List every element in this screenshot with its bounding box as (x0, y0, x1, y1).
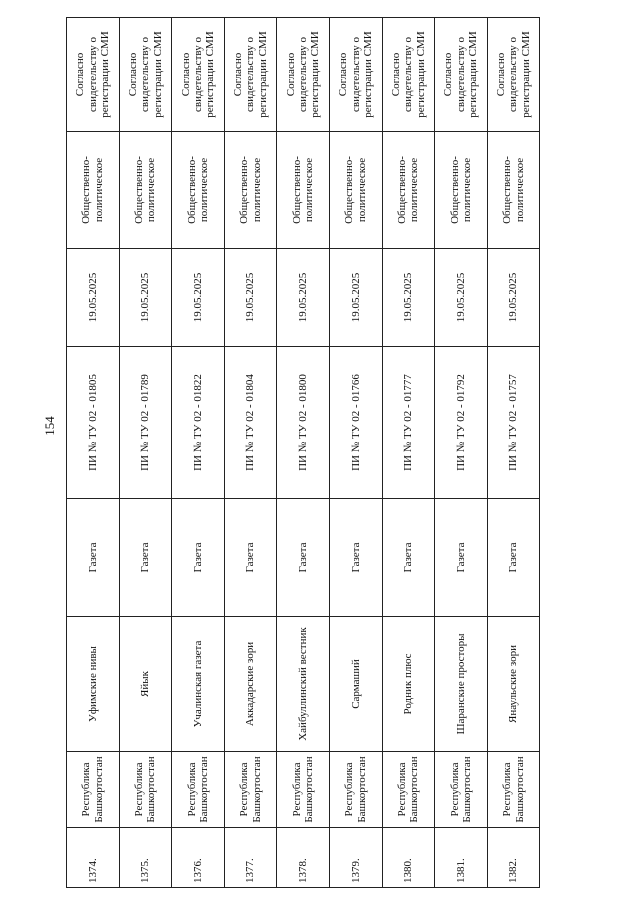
date-cell: 19.05.2025 (224, 249, 277, 347)
media-type-cell: Газета (224, 499, 277, 617)
registration-number-cell: ПИ № ТУ 02 - 01822 (172, 347, 225, 499)
media-type-cell: Газета (67, 499, 120, 617)
registration-number-cell: ПИ № ТУ 02 - 01789 (119, 347, 172, 499)
table-row (172, 18, 225, 888)
region-cell: Республика Башкортостан (224, 752, 277, 828)
registration-number-cell: ПИ № ТУ 02 - 01766 (329, 347, 382, 499)
row-number: 1377. (224, 828, 277, 888)
media-type-cell: Газета (382, 499, 435, 617)
note-cell: Согласно свидетельству о регистрации СМИ (487, 18, 540, 132)
note-cell: Согласно свидетельству о регистрации СМИ (172, 18, 225, 132)
registration-number-cell: ПИ № ТУ 02 - 01777 (382, 347, 435, 499)
region-cell: Республика Башкортостан (382, 752, 435, 828)
media-name-cell: Сармаший (329, 617, 382, 752)
region-cell: Республика Башкортостан (119, 752, 172, 828)
media-name-cell: Учалинская газета (172, 617, 225, 752)
subject-cell: Общественно-политическое (224, 132, 277, 249)
date-cell: 19.05.2025 (435, 249, 488, 347)
region-cell: Республика Башкортостан (487, 752, 540, 828)
note-cell: Согласно свидетельству о регистрации СМИ (119, 18, 172, 132)
media-type-cell: Газета (487, 499, 540, 617)
table-row (435, 18, 488, 888)
media-name-cell: Уфимские нивы (67, 617, 120, 752)
date-cell: 19.05.2025 (382, 249, 435, 347)
media-name-cell: Яйык (119, 617, 172, 752)
media-name-cell: Родник плюс (382, 617, 435, 752)
row-number: 1382. (487, 828, 540, 888)
date-cell: 19.05.2025 (172, 249, 225, 347)
subject-cell: Общественно-политическое (435, 132, 488, 249)
registration-number-cell: ПИ № ТУ 02 - 01757 (487, 347, 540, 499)
media-type-cell: Газета (329, 499, 382, 617)
date-cell: 19.05.2025 (119, 249, 172, 347)
subject-cell: Общественно-политическое (172, 132, 225, 249)
table-container (66, 18, 540, 888)
media-type-cell: Газета (277, 499, 330, 617)
table-row (382, 18, 435, 888)
row-number: 1376. (172, 828, 225, 888)
row-number: 1380. (382, 828, 435, 888)
registration-number-cell: ПИ № ТУ 02 - 01792 (435, 347, 488, 499)
subject-cell: Общественно-политическое (487, 132, 540, 249)
region-cell: Республика Башкортостан (172, 752, 225, 828)
table-body (67, 18, 540, 888)
table-row (119, 18, 172, 888)
table-row (277, 18, 330, 888)
row-number: 1379. (329, 828, 382, 888)
region-cell: Республика Башкортостан (277, 752, 330, 828)
note-cell: Согласно свидетельству о регистрации СМИ (277, 18, 330, 132)
page-number: 154 (42, 416, 57, 436)
table-row (224, 18, 277, 888)
note-cell: Согласно свидетельству о регистрации СМИ (224, 18, 277, 132)
region-cell: Республика Башкортостан (67, 752, 120, 828)
subject-cell: Общественно-политическое (67, 132, 120, 249)
note-cell: Согласно свидетельству о регистрации СМИ (382, 18, 435, 132)
subject-cell: Общественно-политическое (329, 132, 382, 249)
region-cell: Республика Башкортостан (435, 752, 488, 828)
subject-cell: Общественно-политическое (277, 132, 330, 249)
date-cell: 19.05.2025 (67, 249, 120, 347)
registration-number-cell: ПИ № ТУ 02 - 01800 (277, 347, 330, 499)
date-cell: 19.05.2025 (277, 249, 330, 347)
media-type-cell: Газета (435, 499, 488, 617)
date-cell: 19.05.2025 (329, 249, 382, 347)
note-cell: Согласно свидетельству о регистрации СМИ (329, 18, 382, 132)
registration-number-cell: ПИ № ТУ 02 - 01805 (67, 347, 120, 499)
row-number: 1374. (67, 828, 120, 888)
table-row (67, 18, 120, 888)
table-row (487, 18, 540, 888)
row-number: 1375. (119, 828, 172, 888)
media-name-cell: Шаранские просторы (435, 617, 488, 752)
media-name-cell: Аккадарские зори (224, 617, 277, 752)
media-type-cell: Газета (172, 499, 225, 617)
date-cell: 19.05.2025 (487, 249, 540, 347)
note-cell: Согласно свидетельству о регистрации СМИ (435, 18, 488, 132)
media-registry-table (66, 17, 540, 888)
subject-cell: Общественно-политическое (382, 132, 435, 249)
media-name-cell: Янаульские зори (487, 617, 540, 752)
row-number: 1378. (277, 828, 330, 888)
registration-number-cell: ПИ № ТУ 02 - 01804 (224, 347, 277, 499)
media-type-cell: Газета (119, 499, 172, 617)
media-name-cell: Хайбуллинский вестник (277, 617, 330, 752)
table-row (329, 18, 382, 888)
row-number: 1381. (435, 828, 488, 888)
region-cell: Республика Башкортостан (329, 752, 382, 828)
note-cell: Согласно свидетельству о регистрации СМИ (67, 18, 120, 132)
subject-cell: Общественно-политическое (119, 132, 172, 249)
